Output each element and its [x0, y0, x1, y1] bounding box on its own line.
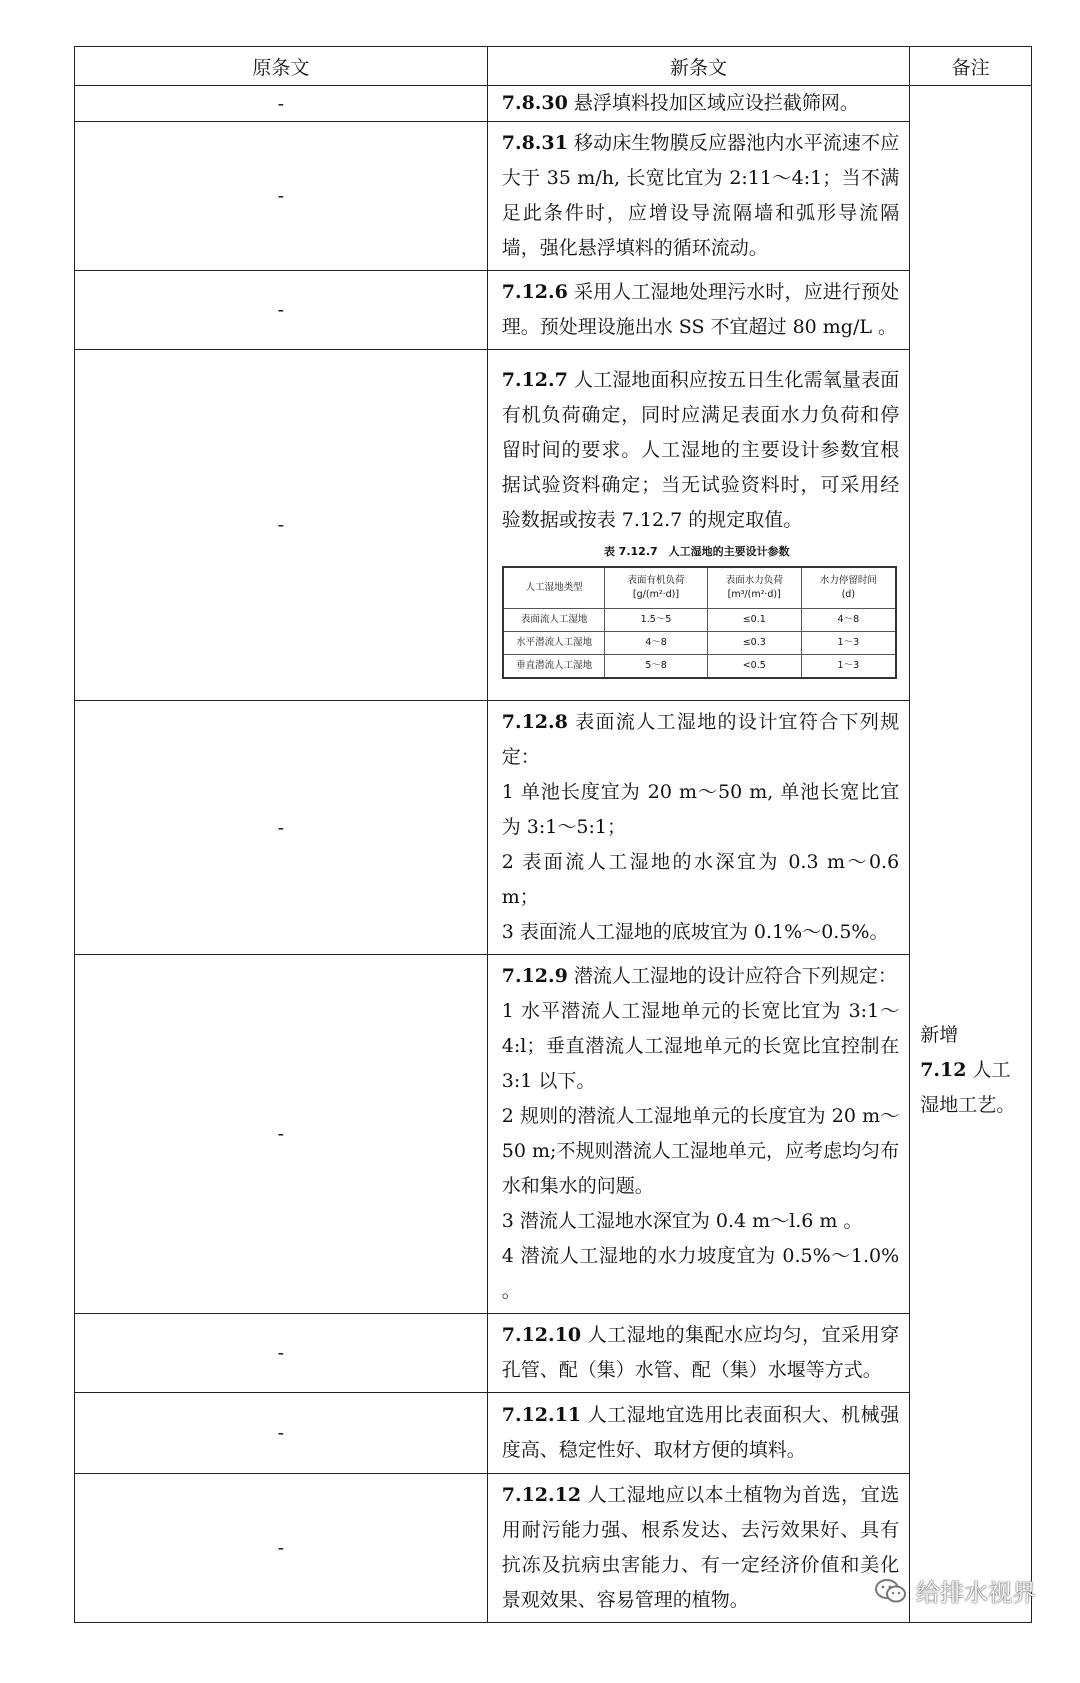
old-clause-cell: -	[75, 955, 488, 1314]
remark-line: 新增	[920, 1023, 959, 1046]
remark-text: 人工	[972, 1058, 1011, 1081]
new-clause-cell	[487, 350, 909, 701]
parameter-cell: 1～3	[801, 655, 895, 679]
clause-text: 表面流人工湿地的设计宜符合下列规定：	[501, 711, 900, 768]
clause-paragraph: 2 规则的潜流人工湿地单元的长度宜为 20 m～50 m;不规则潜流人工湿地单元，应考虑均匀布水和集水的问题。	[501, 1105, 900, 1197]
table-row	[75, 86, 1032, 122]
remark-section-number: 7.12	[920, 1058, 967, 1081]
watermark	[874, 1573, 1036, 1608]
clause-number: 7.12.9	[501, 965, 568, 987]
parameter-cell: ≤0.1	[707, 609, 801, 632]
new-clause-cell	[487, 701, 909, 955]
parameter-cell: 4～8	[605, 632, 707, 655]
new-clause-cell	[487, 86, 909, 122]
parameter-cell: 1～3	[801, 632, 895, 655]
parameter-header-row	[503, 567, 896, 609]
clause-text: 人工湿地宜选用比表面积大、机械强度高、稳定性好、取材方便的填料。	[501, 1404, 900, 1461]
header-new-clause: 新条文	[487, 47, 909, 86]
remarks-cell	[910, 86, 1032, 1623]
clause-number: 7.12.6	[501, 281, 568, 303]
clause-number: 7.8.31	[501, 132, 568, 154]
clause-paragraph: 1 水平潜流人工湿地单元的长宽比宜为 3:1～4:l；垂直潜流人工湿地单元的长宽比宜控制在 3:1 以下。	[501, 1000, 900, 1092]
parameter-cell: 垂直潜流人工湿地	[503, 655, 605, 679]
clause-number: 7.12.10	[501, 1324, 582, 1346]
clause-number: 7.12.8	[501, 711, 568, 733]
clause-number: 7.12.11	[501, 1404, 582, 1426]
clause-text: 采用人工湿地处理污水时，应进行预处理。预处理设施出水 SS 不宜超过 80 mg/L 。	[501, 281, 900, 338]
parameter-cell: 表面流人工湿地	[503, 609, 605, 632]
clause-paragraph: 1 单池长度宜为 20 m～50 m, 单池长宽比宜为 3:1～5:1；	[501, 781, 900, 838]
watermark-text: 给排水视界	[916, 1579, 1036, 1607]
parameter-cell: 1.5～5	[605, 609, 707, 632]
clause-paragraph: 2 表面流人工湿地的水深宜为 0.3 m～0.6 m；	[501, 851, 900, 908]
clause-number: 7.12.7	[501, 369, 568, 391]
remark-line: 湿地工艺。	[920, 1093, 1016, 1116]
table-row	[75, 350, 1032, 701]
parameter-table-title: 表 7.12.7 人工湿地的主要设计参数	[603, 545, 790, 558]
parameter-cell: 水平潜流人工湿地	[503, 632, 605, 655]
clause-paragraph: 3 表面流人工湿地的底坡宜为 0.1%～0.5%。	[501, 921, 889, 943]
parameter-cell: 4～8	[801, 609, 895, 632]
parameter-table-figure	[502, 544, 892, 679]
parameter-header-cell: 表面有机负荷 [g/(m²·d)]	[605, 567, 707, 609]
parameter-header-cell: 人工湿地类型	[503, 567, 605, 609]
parameter-row	[503, 609, 896, 632]
parameter-header-cell: 表面水力负荷 [m³/(m²·d)]	[707, 567, 801, 609]
old-clause-cell: -	[75, 86, 488, 122]
new-clause-cell	[487, 955, 909, 1314]
parameter-table	[502, 566, 897, 679]
table-row	[75, 955, 1032, 1314]
old-clause-cell: -	[75, 1314, 488, 1393]
new-clause-cell	[487, 122, 909, 271]
clause-text: 人工湿地面积应按五日生化需氧量表面有机负荷确定，同时应满足表面水力负荷和停留时间的要求。人工湿地的主要设计参数宜根据试验资料确定；当无试验资料时，可采用经验数据或按表 7.12.7 的规定取值。	[501, 369, 900, 531]
old-clause-cell: -	[75, 122, 488, 271]
old-clause-cell: -	[75, 701, 488, 955]
clause-text: 悬浮填料投加区域应设拦截筛网。	[573, 92, 859, 114]
new-clause-cell	[487, 1314, 909, 1393]
parameter-cell: 5～8	[605, 655, 707, 679]
clause-paragraph: 4 潜流人工湿地的水力坡度宜为 0.5%～1.0% 。	[501, 1245, 900, 1302]
clause-number: 7.8.30	[501, 92, 568, 114]
old-clause-cell: -	[75, 271, 488, 350]
clause-text: 潜流人工湿地的设计应符合下列规定：	[573, 965, 897, 987]
parameter-row	[503, 655, 896, 679]
remark-line	[920, 1053, 1021, 1088]
table-row	[75, 1314, 1032, 1393]
old-clause-cell: -	[75, 1474, 488, 1623]
parameter-row	[503, 632, 896, 655]
table-row	[75, 1393, 1032, 1474]
parameter-cell: <0.5	[707, 655, 801, 679]
new-clause-cell	[487, 1393, 909, 1474]
wechat-icon	[874, 1578, 908, 1604]
parameter-header-cell: 水力停留时间 (d)	[801, 567, 895, 609]
clause-text: 移动床生物膜反应器池内水平流速不应大于 35 m/h, 长宽比宜为 2:11～4:1；当不满足此条件时，应增设导流隔墙和弧形导流隔墙，强化悬浮填料的循环流动。	[501, 132, 900, 259]
new-clause-cell	[487, 271, 909, 350]
clause-text: 人工湿地的集配水应均匀，宜采用穿孔管、配（集）水管、配（集）水堰等方式。	[501, 1324, 900, 1381]
clause-paragraph	[502, 959, 899, 994]
table-row	[75, 701, 1032, 955]
parameter-cell: ≤0.3	[707, 632, 801, 655]
table-row	[75, 271, 1032, 350]
header-old-clause: 原条文	[75, 47, 488, 86]
table-row	[75, 122, 1032, 271]
header-remarks: 备注	[910, 47, 1032, 86]
clause-number: 7.12.12	[501, 1484, 582, 1506]
clause-text: 人工湿地应以本土植物为首选，宜选用耐污能力强、根系发达、去污效果好、具有抗冻及抗病虫害能力、有一定经济价值和美化景观效果、容易管理的植物。	[501, 1484, 900, 1611]
old-clause-cell: -	[75, 350, 488, 701]
clause-paragraph: 3 潜流人工湿地水深宜为 0.4 m～l.6 m 。	[501, 1210, 863, 1232]
old-clause-cell: -	[75, 1393, 488, 1474]
new-clause-cell	[487, 1474, 909, 1623]
comparison-table	[74, 46, 1032, 1623]
header-row	[75, 47, 1032, 86]
clause-paragraph	[502, 705, 899, 775]
